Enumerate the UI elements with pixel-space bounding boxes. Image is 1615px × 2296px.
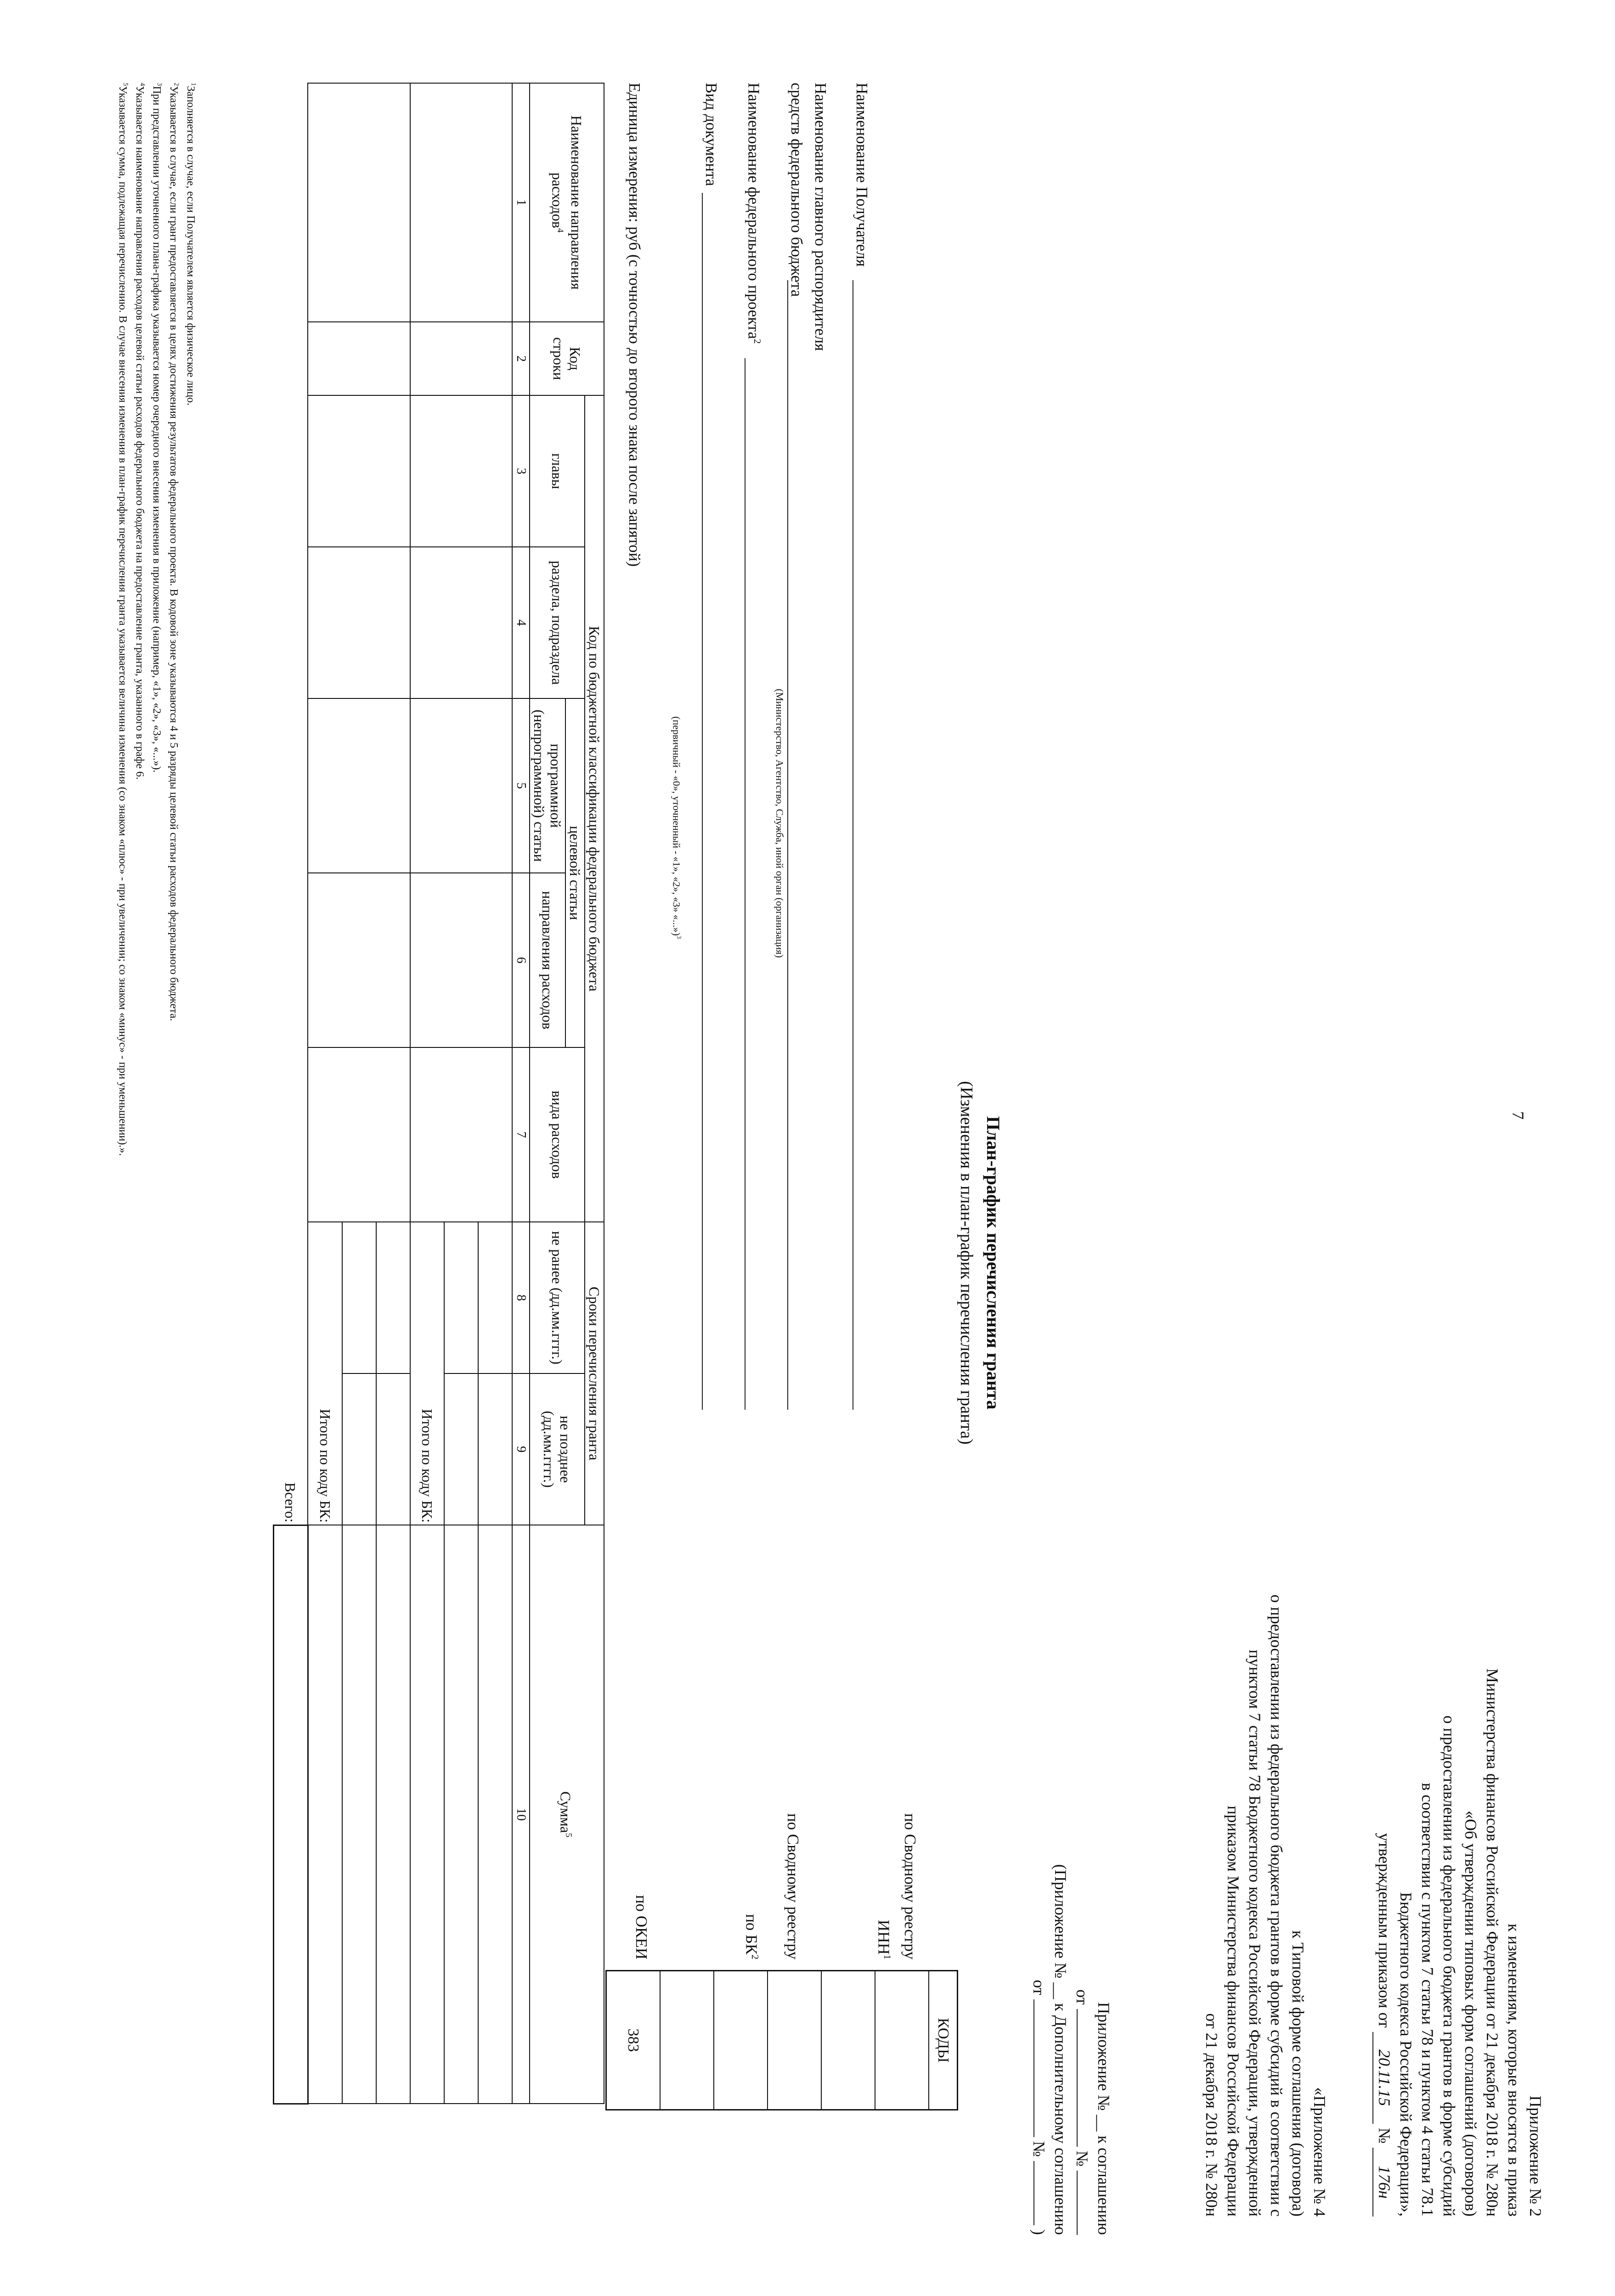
label-bk-text: по БК xyxy=(742,1914,761,1955)
appendix-line: Приложение № __ к соглашению xyxy=(1095,2002,1113,2235)
cell-summa[interactable] xyxy=(444,1525,478,2104)
footnote-text: Указывается в случае, если грант предоставляется в целях достижения результатов федерального проекта. В кодовой зоне указываются 4 и 5 разряды целевой статьи расходов федерального бюджета. xyxy=(168,86,180,1021)
cell-razdel[interactable] xyxy=(308,547,411,698)
cell-prog[interactable] xyxy=(410,698,512,873)
cell-napr[interactable] xyxy=(308,873,411,1047)
label-inn-sup: 1 xyxy=(882,1954,893,1959)
label-inn-text: ИНН xyxy=(875,1919,893,1955)
cell-razdel[interactable] xyxy=(410,547,512,698)
cell-glavy[interactable] xyxy=(308,395,411,547)
col-num: 9 xyxy=(512,1373,530,1525)
th-cs: целевой статьи xyxy=(565,698,585,1047)
table-row-grand-total xyxy=(274,83,308,2104)
th-glavy: главы xyxy=(530,395,585,547)
form-reference-line: приказом Министерства финансов Российской Федерации xyxy=(1224,1806,1242,2217)
cell-ne-ranee[interactable] xyxy=(444,1222,478,1373)
label-project-text: Наименование федерального проекта xyxy=(745,83,763,339)
appendix-date-blank xyxy=(1077,2009,1078,2147)
form-title: План-график перечисления гранта xyxy=(983,1116,1004,1410)
code-cell-svod-2[interactable] xyxy=(767,1971,821,2109)
col-num: 2 xyxy=(512,322,530,395)
footnote-number: 1 xyxy=(190,83,197,86)
cell-ne-ranee[interactable] xyxy=(376,1222,410,1373)
cell-summa[interactable] xyxy=(342,1525,376,2104)
cell-vid[interactable] xyxy=(410,1047,512,1222)
table-header-row-1 xyxy=(585,83,604,2104)
th-name xyxy=(530,83,604,322)
form-reference-line: о предоставлении из федерального бюджета грантов в форме субсидий в соответствии с xyxy=(1267,1594,1286,2217)
additional-from-label: от xyxy=(1030,1980,1048,1995)
appendix-no-label: № xyxy=(1073,2150,1091,2167)
column-number-row xyxy=(512,83,530,2104)
header-line: в соответствии с пунктом 7 статьи 78 и пунктом 4 статьи 78.1 xyxy=(1418,1783,1437,2217)
gr-input-line[interactable] xyxy=(787,280,788,1410)
total-all-label: Всего: xyxy=(274,83,308,1525)
th-sroki: Сроки перечисления гранта xyxy=(585,1222,604,1525)
footnote-text: Указывается наименование направления расходов целевой статьи расходов федерального бюджета на предоставление гранта, указанного в графе 6. xyxy=(134,86,146,780)
page-number: 7 xyxy=(1509,1111,1527,1120)
cell-ne-ranee[interactable] xyxy=(478,1222,512,1373)
approved-line xyxy=(1372,1252,1395,2217)
payment-schedule-table xyxy=(273,83,604,2105)
th-prog: программной (непрограммной) статьи xyxy=(530,698,565,873)
th-ne-pozdnee: не позднее (дд.мм.гггг.) xyxy=(530,1373,585,1525)
code-cell-okei: 383 xyxy=(625,2028,642,2052)
cell-ne-pozdnee[interactable] xyxy=(342,1373,376,1525)
footnote xyxy=(149,83,166,2149)
code-cell-bk[interactable] xyxy=(713,1971,767,2109)
footnote-number: 3 xyxy=(156,83,163,86)
cell-ne-pozdnee[interactable] xyxy=(376,1373,410,1525)
footnote-text: Указывается сумма, подлежащая перечислению. В случае внесения изменения в план-график перечисления гранта указывается величина изменения (со знаком «плюс» - при увеличении; со знаком «минус» - при уменьшении).». xyxy=(117,86,129,1156)
th-razdel: раздела, подраздела xyxy=(530,547,585,698)
form-reference-line: пунктом 7 статьи 78 Бюджетного кодекса Российской Федерации, утвержденной xyxy=(1246,1649,1264,2217)
form-reference-line: к Типовой форме соглашения (договора) xyxy=(1289,1930,1307,2217)
additional-date-blank xyxy=(1033,1999,1034,2137)
cell-vid[interactable] xyxy=(308,1047,411,1222)
label-bk xyxy=(742,1914,761,1959)
table-row xyxy=(478,83,512,2104)
cell-ne-ranee[interactable] xyxy=(342,1222,376,1373)
footnotes xyxy=(115,83,200,2149)
header-block xyxy=(1372,1252,1546,2217)
col-num: 10 xyxy=(512,1525,530,2104)
cell-napr[interactable] xyxy=(410,873,512,1047)
footnote xyxy=(115,83,132,2149)
label-svod-reestr-1: по Сводному реестру xyxy=(901,1813,919,1959)
cell-code[interactable] xyxy=(308,322,411,395)
form-reference-line: «Приложение № 4 xyxy=(1310,2087,1329,2217)
cell-code[interactable] xyxy=(410,322,512,395)
appendix-number-blank xyxy=(1077,2171,1078,2235)
footnote-number: 2 xyxy=(173,83,180,86)
header-line: «Об утверждении типовых форм соглашений (договоров) xyxy=(1462,1810,1480,2217)
label-unit: Единица измерения: руб (с точностью до второго знака после запятой) xyxy=(626,83,644,567)
footnote-text: Заполняется в случае, если Получателем является физическое лицо. xyxy=(185,86,197,406)
code-cell-vid[interactable] xyxy=(660,1971,713,2109)
th-napr: направления расходов xyxy=(530,873,565,1047)
footnote-number: 4 xyxy=(139,83,146,86)
code-cell-svod-1[interactable] xyxy=(875,1971,928,2109)
label-bk-sup: 2 xyxy=(750,1954,761,1959)
cell-name[interactable] xyxy=(308,83,411,322)
cell-name[interactable] xyxy=(410,83,512,322)
footnote xyxy=(183,83,200,2149)
col-num: 8 xyxy=(512,1222,530,1373)
label-recipient: Наименование Получателя xyxy=(853,83,871,267)
approved-date: 20.11.15 xyxy=(1372,2032,1395,2124)
approved-no-label: № xyxy=(1375,2127,1394,2144)
th-summa-text: Сумма xyxy=(557,1791,574,1833)
label-gr-line2: средств федерального бюджета xyxy=(788,83,806,297)
label-doc-type: Вид документа xyxy=(702,83,720,186)
code-cell-inn[interactable] xyxy=(821,1971,875,2109)
col-num: 3 xyxy=(512,395,530,547)
label-svod-reestr-2: по Сводному реестру xyxy=(784,1813,802,1959)
col-num: 4 xyxy=(512,547,530,698)
footnote xyxy=(166,83,183,2149)
label-project xyxy=(744,83,763,344)
th-vid: вида расходов xyxy=(530,1047,585,1222)
footnote-number: 5 xyxy=(122,83,129,86)
form-reference-block xyxy=(1201,1114,1330,2217)
total-bk-label: Итого по коду БК: xyxy=(308,1222,343,1525)
th-name-sup: 4 xyxy=(555,228,565,233)
cell-ne-pozdnee[interactable] xyxy=(444,1373,478,1525)
cell-total-bk[interactable] xyxy=(308,1525,343,2104)
cell-glavy[interactable] xyxy=(410,395,512,547)
cell-summa[interactable] xyxy=(376,1525,410,2104)
footnote-text: При представлении уточненного плана-графика указывается номер очередного внесения изменения в приложение (например, «1», «2», «3», «...»). xyxy=(151,86,163,773)
th-kbk: Код по бюджетной классификации федерального бюджета xyxy=(585,395,604,1222)
col-num: 1 xyxy=(512,83,530,322)
appendix-from-label: от xyxy=(1073,1989,1091,2005)
label-project-sup: 2 xyxy=(752,339,763,344)
header-line: Министерства финансов Российской Федерации от 21 декабря 2018 г. № 280н xyxy=(1483,1668,1502,2217)
cell-ne-pozdnee[interactable] xyxy=(478,1373,512,1525)
doc-type-hint-sup: 3 xyxy=(676,935,683,939)
th-ne-ranee: не ранее (дд.мм.гггг.) xyxy=(530,1222,585,1373)
cell-total-bk[interactable] xyxy=(410,1525,444,2104)
header-line: к изменениям, которые вносятся в приказ xyxy=(1505,1923,1523,2217)
label-inn xyxy=(874,1920,893,1959)
additional-close-paren: ) xyxy=(1030,2229,1048,2235)
cell-total-all[interactable] xyxy=(274,1525,308,2104)
col-num: 7 xyxy=(512,1047,530,1222)
header-line: Приложение № 2 xyxy=(1526,2095,1545,2217)
doc-type-input-line[interactable] xyxy=(702,193,703,1410)
gr-hint: (Министерство, Агентство, Служба, иной орган (организация) xyxy=(774,689,785,958)
codes-box xyxy=(605,1970,958,2110)
th-summa-sup: 5 xyxy=(563,1833,573,1838)
label-okei: по ОКЕИ xyxy=(632,1895,650,1959)
codes-header: КОДЫ xyxy=(928,1971,957,2109)
doc-type-hint-text: (первичный - «0», уточненный - «1», «2», «3» «...») xyxy=(671,716,683,936)
appendix-line: (Приложение № __ к Дополнительному соглашению xyxy=(1051,1864,1070,2235)
th-code: Код строки xyxy=(530,322,604,395)
approved-number: 176н xyxy=(1372,2148,1395,2217)
col-num: 6 xyxy=(512,873,530,1047)
appendix-line xyxy=(1028,1592,1050,2235)
cell-summa[interactable] xyxy=(478,1525,512,2104)
header-line: о предоставлении из федерального бюджета грантов в форме субсидий xyxy=(1440,1715,1458,2217)
total-bk-label: Итого по коду БК: xyxy=(410,1222,444,1525)
label-gr-line1: Наименование главного распорядителя xyxy=(812,83,830,351)
additional-number-blank xyxy=(1033,2161,1034,2225)
form-subtitle: (Изменения в план-график перечисления гранта) xyxy=(957,1081,976,1445)
doc-type-hint xyxy=(671,716,683,939)
col-num: 5 xyxy=(512,698,530,873)
additional-no-label: № xyxy=(1030,2141,1048,2157)
th-summa xyxy=(530,1525,604,2104)
footnote xyxy=(132,83,149,2149)
table-row xyxy=(376,83,410,2104)
appendix-line xyxy=(1071,1592,1093,2235)
appendix-block xyxy=(1028,1592,1114,2235)
th-name-text: Наименование направления расходов xyxy=(549,115,585,290)
form-reference-line: от 21 декабря 2018 г. № 280н xyxy=(1203,2013,1221,2217)
header-line: Бюджетного кодекса Российской Федерации», xyxy=(1397,1892,1415,2217)
cell-prog[interactable] xyxy=(308,698,411,873)
approved-prefix: утвержденным приказом от xyxy=(1375,1833,1394,2028)
